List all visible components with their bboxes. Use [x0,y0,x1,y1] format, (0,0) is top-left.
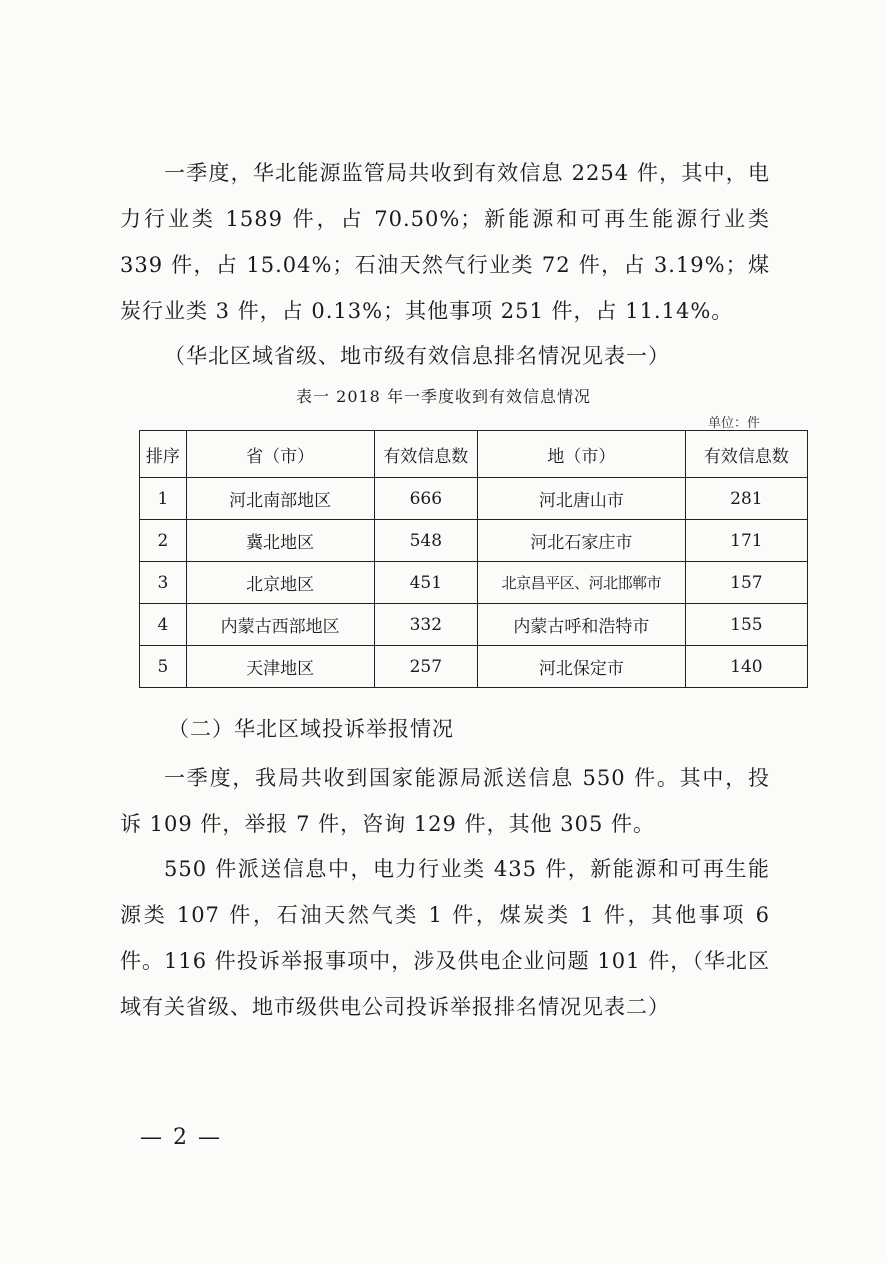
cell-city: 河北唐山市 [478,478,686,520]
paragraph-effective-info-summary: 一季度，华北能源监管局共收到有效信息 2254 件，其中，电力行业类 1589 件，占 70.50%；新能源和可再生能源行业类 339 件，占 15.04%；石油天然气行业类 72 件，占 3.19%；煤炭行业类 3 件，占 0.13%；其他事项 251 件，占 11.14%。 [120,161,770,323]
paragraph-dispatched-breakdown: 550 件派送信息中，电力行业类 435 件，新能源和可再生能源类 107 件，石油天然气类 1 件，煤炭类 1 件，其他事项 6 件。 [120,857,770,973]
cell-rank: 4 [140,604,187,646]
effective-info-ranking-table [139,430,808,688]
cell-province-count: 332 [374,604,477,646]
cell-city: 河北保定市 [478,646,686,688]
cell-province: 内蒙古西部地区 [186,604,374,646]
paragraph-table-reference: （华北区域省级、地市级有效信息排名情况见表一） [164,344,670,368]
cell-province-count: 451 [374,562,477,604]
cell-rank: 2 [140,520,187,562]
table-row [140,562,808,604]
header-province: 省（市） [186,431,374,478]
header-province-count: 有效信息数 [374,431,477,478]
cell-province-count: 257 [374,646,477,688]
table-header-row [140,431,808,478]
table-caption: 表一 2018 年一季度收到有效信息情况 [296,387,591,406]
paragraph-dispatched-info: 一季度，我局共收到国家能源局派送信息 550 件。其中，投诉 109 件，举报 7 件，咨询 129 件，其他 305 件。 [120,766,770,836]
cell-province: 冀北地区 [186,520,374,562]
header-city-count: 有效信息数 [685,431,807,478]
cell-province-count: 666 [374,478,477,520]
cell-city-count: 281 [685,478,807,520]
cell-city: 北京昌平区、河北邯郸市 [478,562,686,604]
table-row [140,604,808,646]
cell-province-count: 548 [374,520,477,562]
cell-rank: 5 [140,646,187,688]
table-row [140,478,808,520]
header-city: 地（市） [478,431,686,478]
cell-province: 河北南部地区 [186,478,374,520]
cell-province: 天津地区 [186,646,374,688]
page-number: — 2 — [140,1125,222,1150]
cell-city-count: 140 [685,646,807,688]
cell-rank: 3 [140,562,187,604]
cell-city-count: 157 [685,562,807,604]
cell-rank: 1 [140,478,187,520]
cell-city: 内蒙古呼和浩特市 [478,604,686,646]
cell-city-count: 171 [685,520,807,562]
table-row [140,520,808,562]
cell-city: 河北石家庄市 [478,520,686,562]
table-row [140,646,808,688]
header-rank: 排序 [140,431,187,478]
table-unit-label: 单位：件 [708,416,761,431]
cell-city-count: 155 [685,604,807,646]
section-heading-complaints: （二）华北区域投诉举报情况 [168,717,454,741]
cell-province: 北京地区 [186,562,374,604]
paragraph-complaint-summary: 116 件投诉举报事项中，涉及供电企业问题 101 件，（华北区域有关省级、地市级供电公司投诉举报排名情况见表二） [120,949,770,1019]
